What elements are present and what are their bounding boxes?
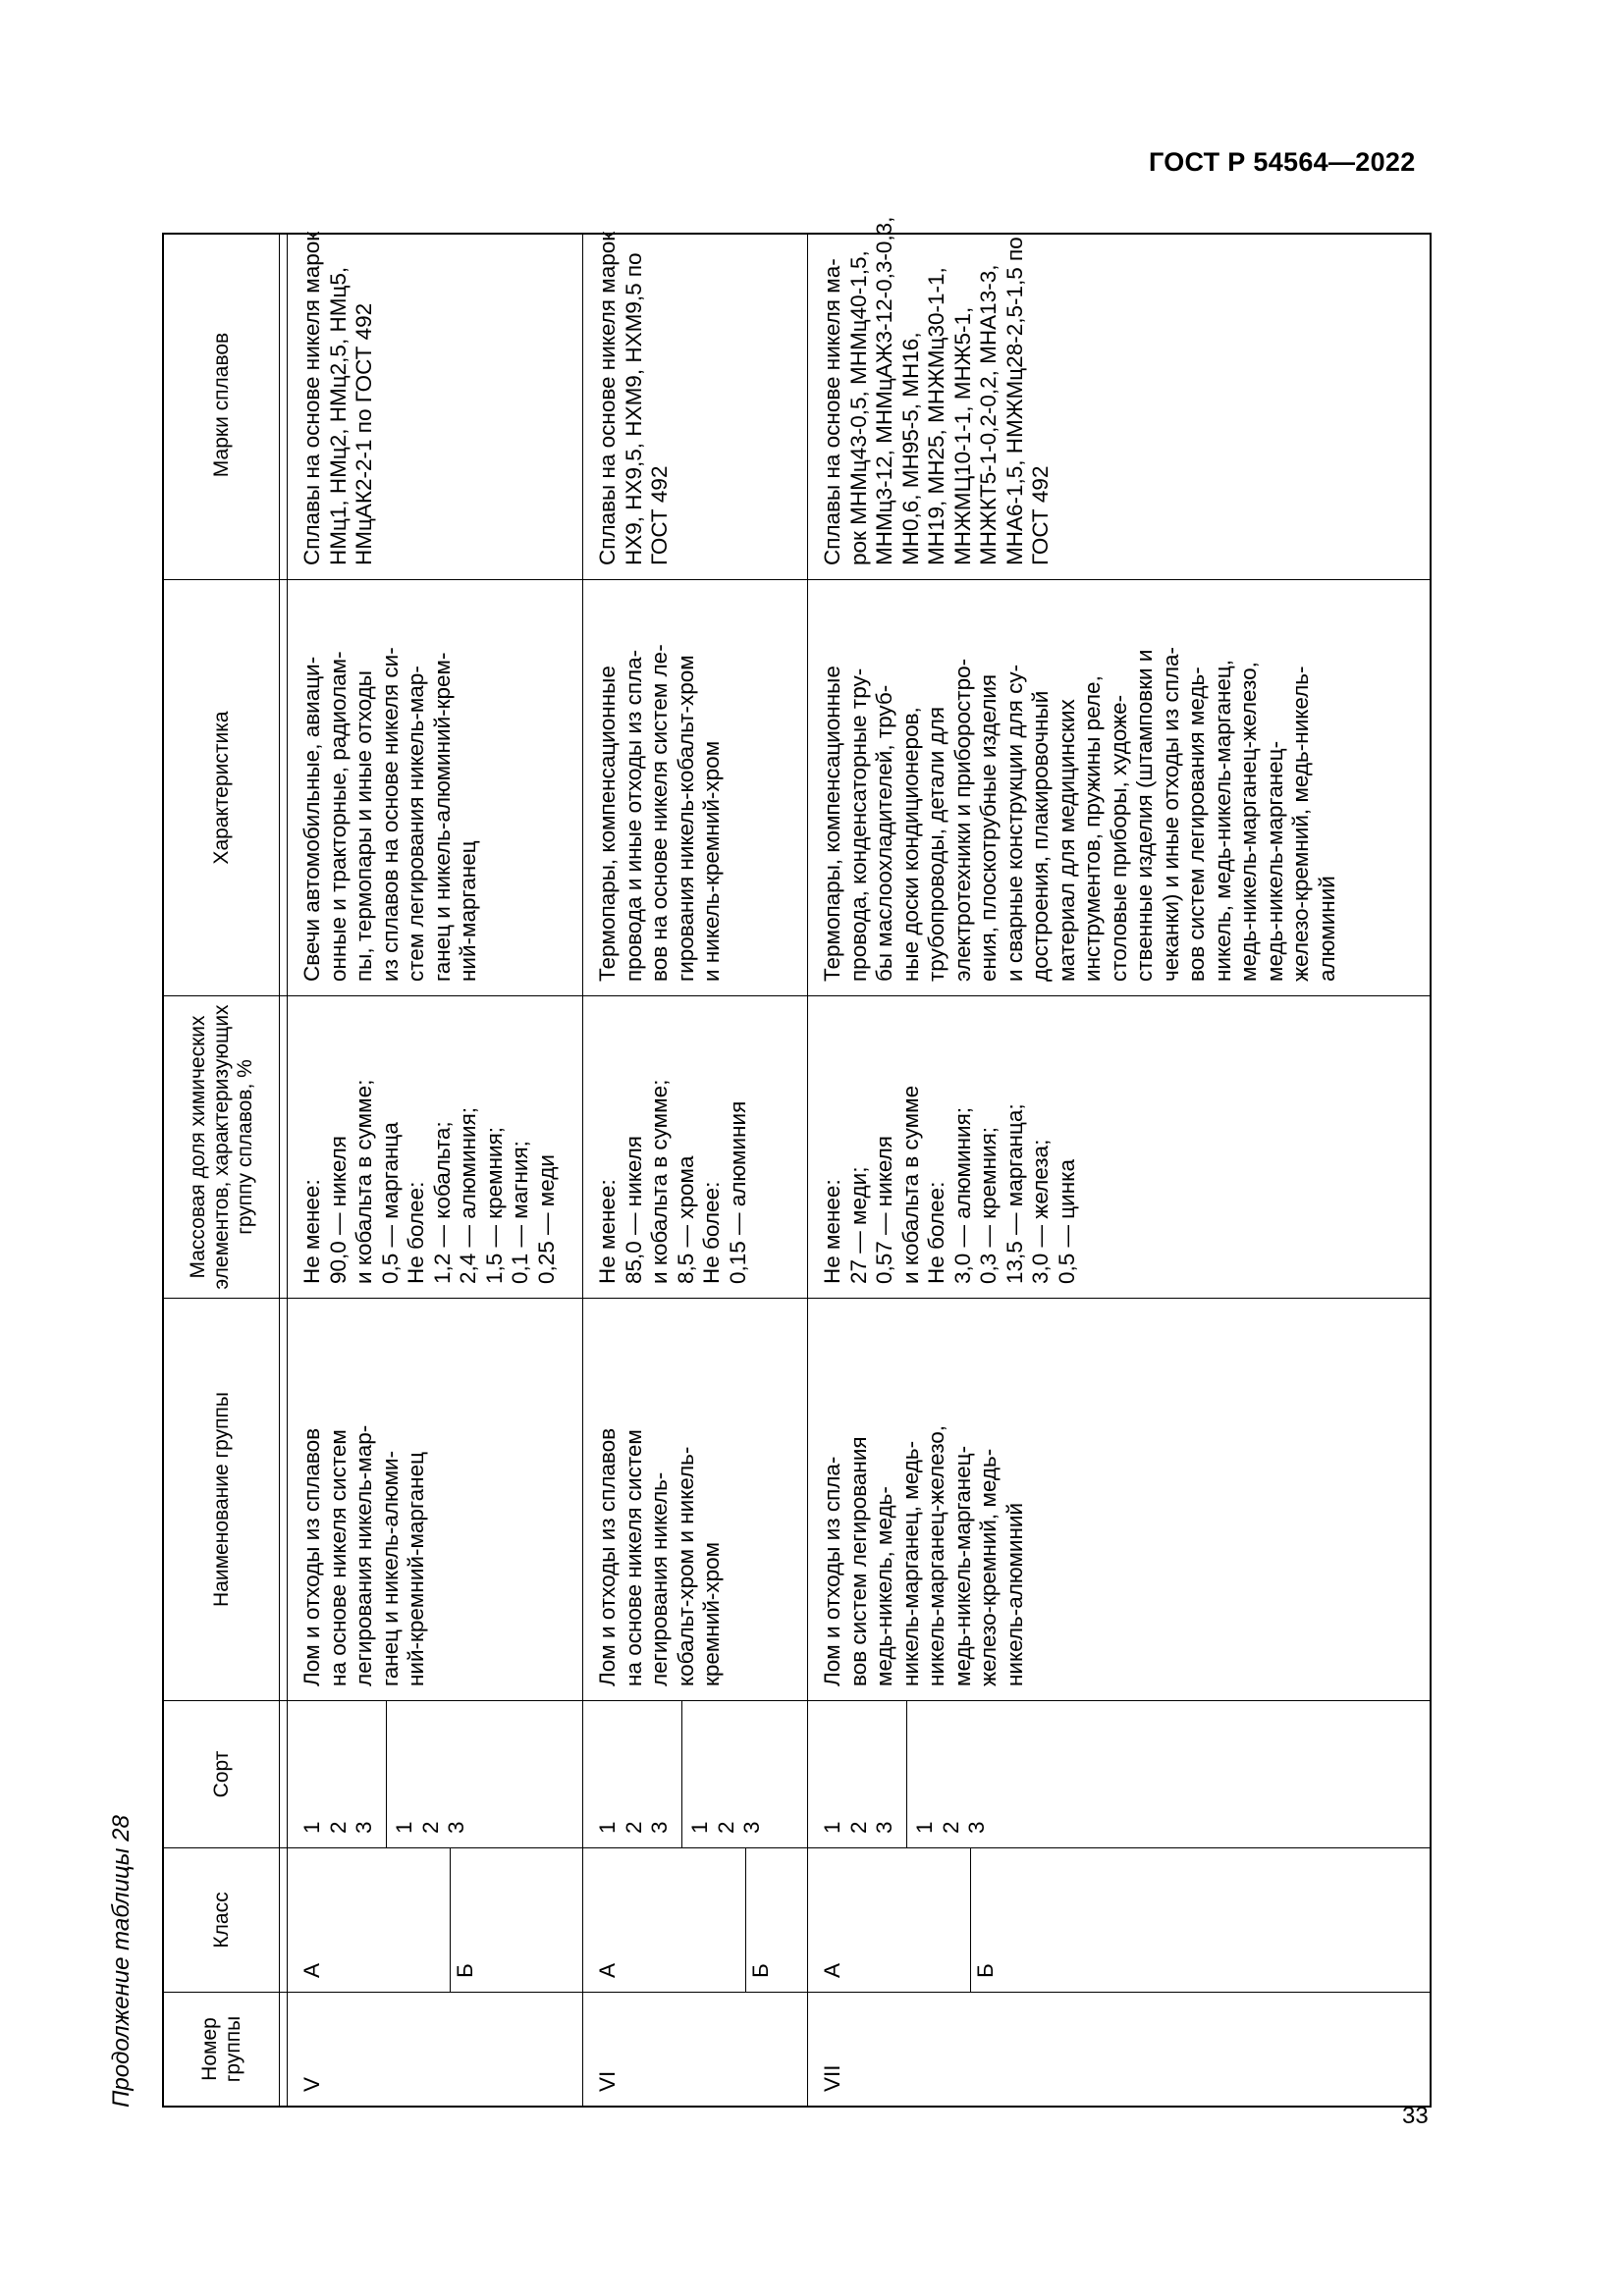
table-caption: Продолжение таблицы 28 bbox=[108, 1815, 135, 2108]
class-b: Б bbox=[748, 1963, 773, 1978]
class-a: А bbox=[595, 1962, 620, 1978]
sort-a: 1 2 3 bbox=[595, 1821, 672, 1834]
page-number: 33 bbox=[1402, 2103, 1429, 2129]
group-number-cell: V bbox=[299, 2076, 324, 2092]
header-cell-mass: Массовая доля химических элементов, характеризующих группу сплавов, % bbox=[164, 996, 279, 1299]
class-a: А bbox=[820, 1962, 844, 1978]
table-row bbox=[808, 216, 1432, 2106]
table-row bbox=[583, 231, 808, 2106]
characteristic-cell: Свечи автомобильные, авиаци- онные и тракторные, радиолам- пы, термопары и иные отходы из сплавов на основе никеля си- стем легирования никель-мар- ганец и никель-алюминий-крем- ний-марганец bbox=[288, 580, 582, 996]
alloy-groups-table bbox=[162, 216, 1432, 2108]
table-header-row bbox=[164, 235, 280, 2106]
header-cell-num: Номер группы bbox=[197, 2015, 244, 2083]
sort-b: 1 2 3 bbox=[912, 1821, 989, 1834]
alloy-marks-cell: Сплавы на основе никеля марок НХ9, НХ9,5, НХМ9, НХМ9,5 по ГОСТ 492 bbox=[583, 231, 807, 580]
group-name-cell: Лом и отходы из сплавов на основе никеля систем легирования никель-мар- ганец и никель-алюми- ний-кремний-марганец bbox=[288, 1299, 582, 1701]
characteristic-cell: Термопары, компенсационные провода и иные отходы из спла- вов на основе никеля систем ле- гирования никель-кобальт-хром и никель-кремний-хром bbox=[583, 580, 807, 996]
sort-cell bbox=[288, 1701, 582, 1848]
sort-a: 1 2 3 bbox=[820, 1821, 896, 1834]
table-row bbox=[288, 231, 583, 2106]
header-cell-sort: Сорт bbox=[164, 1701, 279, 1848]
group-number-cell: VII bbox=[820, 2064, 844, 2092]
header-cell-marks: Марки сплавов bbox=[164, 231, 279, 580]
header-separator bbox=[280, 235, 288, 2106]
alloy-marks-cell: Сплавы на основе никеля марок НМц1, НМц2, НМц2,5, НМц5, НМцАК2-2-1 по ГОСТ 492 bbox=[288, 231, 582, 580]
group-number-cell: VI bbox=[595, 2070, 620, 2092]
class-b: Б bbox=[453, 1963, 477, 1978]
sort-b: 1 2 3 bbox=[687, 1821, 764, 1834]
sort-cell bbox=[583, 1701, 807, 1848]
mass-fraction-cell: Не менее: 90,0 — никеля и кобальта в сумме; 0,5 — марганца Не более: 1,2 — кобальта; 2,4 — алюминия; 1,5 — кремния; 0,1 — магния; 0,25 — меди bbox=[288, 996, 582, 1299]
class-cell bbox=[808, 1848, 1432, 1993]
class-cell bbox=[288, 1848, 582, 1993]
class-cell bbox=[583, 1848, 807, 1993]
header-cell-characteristic: Характеристика bbox=[164, 580, 279, 996]
mass-fraction-cell: Не менее: 85,0 — никеля и кобальта в сумме; 8,5 — хрома Не более: 0,15 — алюминия bbox=[583, 996, 807, 1299]
class-b: Б bbox=[973, 1963, 998, 1978]
header-cell-name: Наименование группы bbox=[164, 1299, 279, 1701]
header-cell-class: Класс bbox=[164, 1848, 279, 1993]
sort-b: 1 2 3 bbox=[392, 1821, 468, 1834]
document-code: ГОСТ Р 54564—2022 bbox=[1149, 147, 1416, 177]
group-name-cell: Лом и отходы из сплавов на основе никеля систем легирования никель- кобальт-хром и никель- кремний-хром bbox=[583, 1299, 807, 1701]
rotated-table-container bbox=[108, 216, 1475, 2108]
mass-fraction-cell: Не менее: 27 — меди; 0,57 — никеля и кобальта в сумме Не более: 3,0 — алюминия; 0,3 — кремния; 13,5 — марганца; 3,0 — железа; 0,5 — цинка bbox=[808, 996, 1432, 1299]
characteristic-cell: Термопары, компенсационные провода, конденсаторные тру- бы маслоохладителей, труб- ные доски кондиционеров, трубопроводы, детали для электротехники и приборостро- ения, плоскотрубные изделия и сварные конструкции для су- достроения, плакировочный материал для медицинских инструментов, пружины реле, столовые приборы, художе- ственные изделия (штамповки и чеканки) и иные отходы из спла- вов систем легирования медь- никель, медь-никель-марганец, медь-никель-марганец-железо, медь-никель-марганец- железо-кремний, медь-никель- алюминий bbox=[808, 580, 1432, 996]
sort-a: 1 2 3 bbox=[299, 1821, 376, 1834]
group-name-cell: Лом и отходы из спла- вов систем легирования медь-никель, медь- никель-марганец, медь- никель-марганец-железо, медь-никель-марганец- железо-кремний, медь- никель-алюминий bbox=[808, 1299, 1432, 1701]
alloy-marks-cell: Сплавы на основе никеля ма- рок МНМц43-0,5, МНМц40-1,5, МНМц3-12, МНМцАЖ3-12-0,3-0,3, МН0,6, МН95-5, МН16, МН19, МН25, МНЖМц30-1-1, МНЖМЦ10-1-1, МНЖ5-1, МНЖКТ5-1-0,2-0,2, МНА13-3, МНА6-1,5, НМЖМц28-2,5-1,5 по ГОСТ 492 bbox=[808, 231, 1432, 580]
class-a: А bbox=[299, 1962, 324, 1978]
sort-cell bbox=[808, 1701, 1432, 1848]
